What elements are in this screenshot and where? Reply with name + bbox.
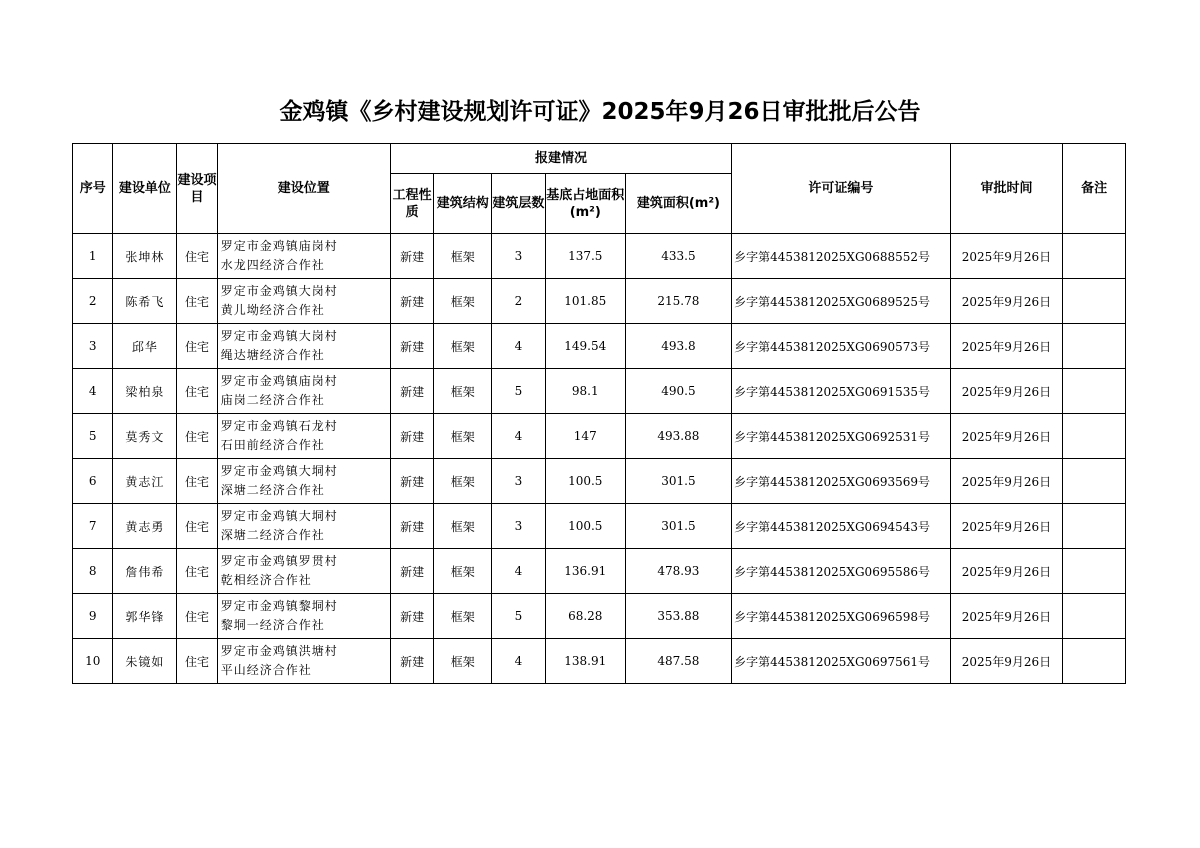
cell-base-area: 136.91: [545, 549, 625, 594]
table-row: [73, 594, 1126, 639]
cell-location: [217, 324, 390, 369]
location-line-2: 黎垌一经济合作社: [220, 618, 325, 632]
cell-permit: 乡字第4453812025XG0690573号: [732, 324, 951, 369]
header-kind: 工程性质: [390, 174, 434, 234]
cell-project: 住宅: [177, 504, 217, 549]
cell-location: [217, 279, 390, 324]
header-base-area: 基底占地面积(m²): [545, 174, 625, 234]
cell-remark: [1063, 639, 1126, 684]
cell-structure: 框架: [434, 594, 492, 639]
cell-floors: 5: [492, 369, 546, 414]
cell-floors: 4: [492, 639, 546, 684]
cell-date: 2025年9月26日: [950, 324, 1062, 369]
cell-floor-area: 215.78: [625, 279, 731, 324]
cell-floor-area: 493.8: [625, 324, 731, 369]
cell-date: 2025年9月26日: [950, 594, 1062, 639]
cell-unit: 朱镜如: [113, 639, 177, 684]
location-line-2: 乾相经济合作社: [220, 573, 312, 587]
cell-project: 住宅: [177, 594, 217, 639]
cell-floors: 4: [492, 324, 546, 369]
cell-floor-area: 301.5: [625, 504, 731, 549]
header-unit: 建设单位: [113, 144, 177, 234]
cell-base-area: 68.28: [545, 594, 625, 639]
cell-location: [217, 414, 390, 459]
cell-base-area: 100.5: [545, 459, 625, 504]
location-line-2: 庙岗二经济合作社: [220, 393, 325, 407]
cell-base-area: 149.54: [545, 324, 625, 369]
cell-location: [217, 459, 390, 504]
location-line-1: 罗定市金鸡镇洪塘村: [220, 644, 338, 658]
cell-project: 住宅: [177, 414, 217, 459]
location-line-2: 黄儿坳经济合作社: [220, 303, 325, 317]
cell-kind: 新建: [390, 234, 434, 279]
cell-base-area: 100.5: [545, 504, 625, 549]
location-line-1: 罗定市金鸡镇石龙村: [220, 419, 338, 433]
cell-base-area: 137.5: [545, 234, 625, 279]
cell-date: 2025年9月26日: [950, 459, 1062, 504]
cell-structure: 框架: [434, 414, 492, 459]
cell-floors: 4: [492, 414, 546, 459]
cell-remark: [1063, 594, 1126, 639]
cell-no: 7: [73, 504, 113, 549]
cell-kind: 新建: [390, 279, 434, 324]
header-remark: 备注: [1063, 144, 1126, 234]
cell-structure: 框架: [434, 234, 492, 279]
location-line-1: 罗定市金鸡镇大垌村: [220, 464, 338, 478]
cell-floor-area: 353.88: [625, 594, 731, 639]
cell-unit: 莫秀文: [113, 414, 177, 459]
cell-unit: 黄志江: [113, 459, 177, 504]
location-line-2: 绳达塘经济合作社: [220, 348, 325, 362]
cell-no: 4: [73, 369, 113, 414]
table-row: [73, 639, 1126, 684]
location-line-1: 罗定市金鸡镇大岗村: [220, 329, 338, 343]
cell-permit: 乡字第4453812025XG0694543号: [732, 504, 951, 549]
header-project: 建设项目: [177, 144, 217, 234]
cell-structure: 框架: [434, 369, 492, 414]
header-permit: 许可证编号: [732, 144, 951, 234]
location-line-2: 水龙四经济合作社: [220, 258, 325, 272]
table-row: [73, 549, 1126, 594]
cell-kind: 新建: [390, 549, 434, 594]
cell-structure: 框架: [434, 459, 492, 504]
header-no: 序号: [73, 144, 113, 234]
cell-base-area: 138.91: [545, 639, 625, 684]
cell-no: 2: [73, 279, 113, 324]
cell-unit: 张坤林: [113, 234, 177, 279]
header-group: 报建情况: [390, 144, 731, 174]
cell-floor-area: 478.93: [625, 549, 731, 594]
table-row: [73, 459, 1126, 504]
cell-remark: [1063, 504, 1126, 549]
cell-floor-area: 433.5: [625, 234, 731, 279]
cell-kind: 新建: [390, 414, 434, 459]
cell-project: 住宅: [177, 369, 217, 414]
cell-floor-area: 490.5: [625, 369, 731, 414]
cell-structure: 框架: [434, 639, 492, 684]
cell-permit: 乡字第4453812025XG0689525号: [732, 279, 951, 324]
header-floor-area: 建筑面积(m²): [625, 174, 731, 234]
cell-date: 2025年9月26日: [950, 414, 1062, 459]
cell-remark: [1063, 459, 1126, 504]
cell-location: [217, 369, 390, 414]
location-line-2: 深塘二经济合作社: [220, 483, 325, 497]
location-line-1: 罗定市金鸡镇罗贯村: [220, 554, 338, 568]
cell-remark: [1063, 414, 1126, 459]
header-date: 审批时间: [950, 144, 1062, 234]
cell-project: 住宅: [177, 279, 217, 324]
cell-floors: 3: [492, 459, 546, 504]
cell-date: 2025年9月26日: [950, 234, 1062, 279]
cell-no: 6: [73, 459, 113, 504]
cell-remark: [1063, 369, 1126, 414]
location-line-2: 深塘二经济合作社: [220, 528, 325, 542]
cell-unit: 陈希飞: [113, 279, 177, 324]
cell-location: [217, 594, 390, 639]
table-row: [73, 279, 1126, 324]
table-row: [73, 369, 1126, 414]
cell-date: 2025年9月26日: [950, 639, 1062, 684]
cell-base-area: 101.85: [545, 279, 625, 324]
table-row: [73, 414, 1126, 459]
table-row: [73, 234, 1126, 279]
cell-permit: 乡字第4453812025XG0693569号: [732, 459, 951, 504]
cell-permit: 乡字第4453812025XG0692531号: [732, 414, 951, 459]
cell-remark: [1063, 324, 1126, 369]
header-floors: 建筑层数: [492, 174, 546, 234]
cell-base-area: 98.1: [545, 369, 625, 414]
cell-remark: [1063, 549, 1126, 594]
cell-unit: 黄志勇: [113, 504, 177, 549]
cell-project: 住宅: [177, 234, 217, 279]
cell-no: 8: [73, 549, 113, 594]
cell-unit: 郭华锋: [113, 594, 177, 639]
cell-unit: 詹伟希: [113, 549, 177, 594]
cell-kind: 新建: [390, 369, 434, 414]
table-row: [73, 324, 1126, 369]
cell-unit: 邱华: [113, 324, 177, 369]
table-row: [73, 504, 1126, 549]
cell-no: 10: [73, 639, 113, 684]
cell-no: 9: [73, 594, 113, 639]
cell-remark: [1063, 234, 1126, 279]
cell-no: 3: [73, 324, 113, 369]
location-line-1: 罗定市金鸡镇大垌村: [220, 509, 338, 523]
cell-kind: 新建: [390, 504, 434, 549]
cell-date: 2025年9月26日: [950, 279, 1062, 324]
cell-structure: 框架: [434, 324, 492, 369]
cell-permit: 乡字第4453812025XG0688552号: [732, 234, 951, 279]
location-line-1: 罗定市金鸡镇庙岗村: [220, 239, 338, 253]
cell-unit: 梁柏泉: [113, 369, 177, 414]
cell-structure: 框架: [434, 279, 492, 324]
cell-project: 住宅: [177, 639, 217, 684]
cell-kind: 新建: [390, 594, 434, 639]
cell-remark: [1063, 279, 1126, 324]
cell-no: 5: [73, 414, 113, 459]
cell-project: 住宅: [177, 324, 217, 369]
cell-floor-area: 487.58: [625, 639, 731, 684]
cell-floors: 5: [492, 594, 546, 639]
cell-floor-area: 301.5: [625, 459, 731, 504]
cell-kind: 新建: [390, 459, 434, 504]
cell-floors: 4: [492, 549, 546, 594]
cell-floors: 3: [492, 234, 546, 279]
location-line-1: 罗定市金鸡镇庙岗村: [220, 374, 338, 388]
cell-location: [217, 234, 390, 279]
cell-structure: 框架: [434, 504, 492, 549]
cell-kind: 新建: [390, 324, 434, 369]
cell-permit: 乡字第4453812025XG0695586号: [732, 549, 951, 594]
cell-permit: 乡字第4453812025XG0697561号: [732, 639, 951, 684]
cell-date: 2025年9月26日: [950, 369, 1062, 414]
cell-structure: 框架: [434, 549, 492, 594]
cell-floors: 3: [492, 504, 546, 549]
permit-table: [72, 143, 1126, 684]
cell-no: 1: [73, 234, 113, 279]
cell-location: [217, 549, 390, 594]
cell-floor-area: 493.88: [625, 414, 731, 459]
location-line-2: 平山经济合作社: [220, 663, 312, 677]
page-title: 金鸡镇《乡村建设规划许可证》2025年9月26日审批批后公告: [279, 99, 921, 125]
cell-kind: 新建: [390, 639, 434, 684]
header-location: 建设位置: [217, 144, 390, 234]
cell-location: [217, 639, 390, 684]
location-line-1: 罗定市金鸡镇黎垌村: [220, 599, 338, 613]
cell-date: 2025年9月26日: [950, 549, 1062, 594]
cell-project: 住宅: [177, 459, 217, 504]
location-line-2: 石田前经济合作社: [220, 438, 325, 452]
cell-base-area: 147: [545, 414, 625, 459]
cell-permit: 乡字第4453812025XG0691535号: [732, 369, 951, 414]
cell-project: 住宅: [177, 549, 217, 594]
location-line-1: 罗定市金鸡镇大岗村: [220, 284, 338, 298]
cell-location: [217, 504, 390, 549]
header-structure: 建筑结构: [434, 174, 492, 234]
cell-date: 2025年9月26日: [950, 504, 1062, 549]
cell-permit: 乡字第4453812025XG0696598号: [732, 594, 951, 639]
cell-floors: 2: [492, 279, 546, 324]
